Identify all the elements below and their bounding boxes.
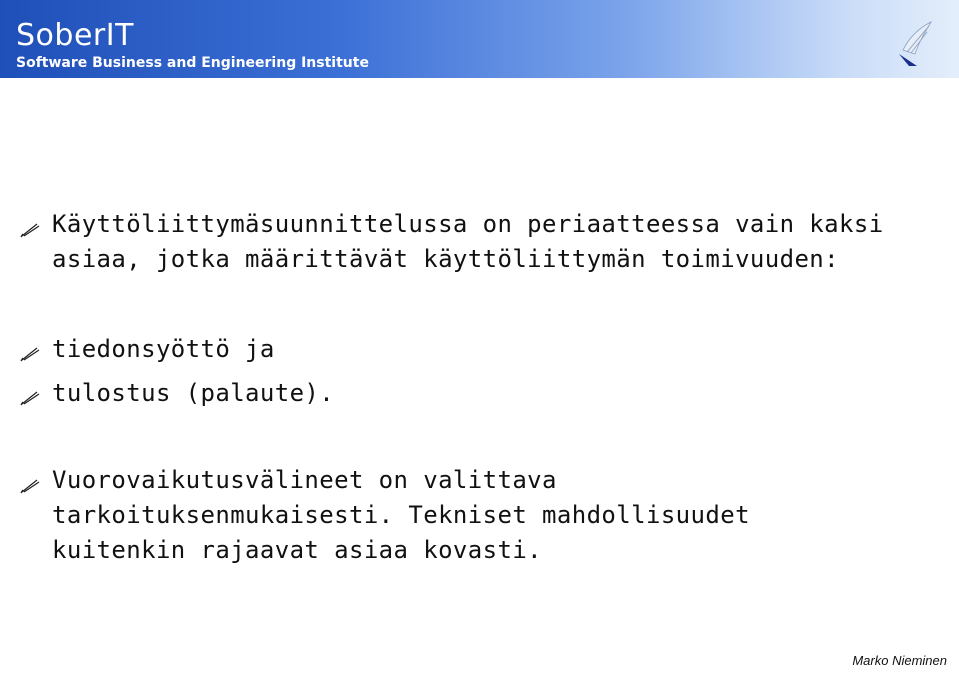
pen-bullet-icon: [20, 346, 42, 362]
pen-bullet-icon: [20, 478, 42, 494]
pen-bullet-icon: [20, 222, 42, 238]
header-banner: [0, 0, 959, 78]
paragraph-1-line-2: asiaa, jotka määrittävät käyttöliittymän toimivuuden:: [52, 245, 840, 273]
pen-bullet-icon: [20, 390, 42, 406]
paragraph-2-line-1: tiedonsyöttö ja: [52, 335, 275, 363]
brand-subtitle: Software Business and Engineering Institute: [16, 55, 369, 71]
author-name: Marko Nieminen: [852, 653, 947, 668]
paragraph-4-line-1: Vuorovaikutusvälineet on valittava: [52, 466, 557, 494]
brand-title: SoberIT: [16, 18, 134, 53]
paragraph-1-line-1: Käyttöliittymäsuunnittelussa on periaatteessa vain kaksi: [52, 210, 884, 238]
paragraph-4-line-3: kuitenkin rajaavat asiaa kovasti.: [52, 536, 543, 564]
wing-logo-icon: [897, 20, 937, 68]
paragraph-3-line-1: tulostus (palaute).: [52, 379, 335, 407]
paragraph-4-line-2: tarkoituksenmukaisesti. Tekniset mahdollisuudet: [52, 501, 750, 529]
